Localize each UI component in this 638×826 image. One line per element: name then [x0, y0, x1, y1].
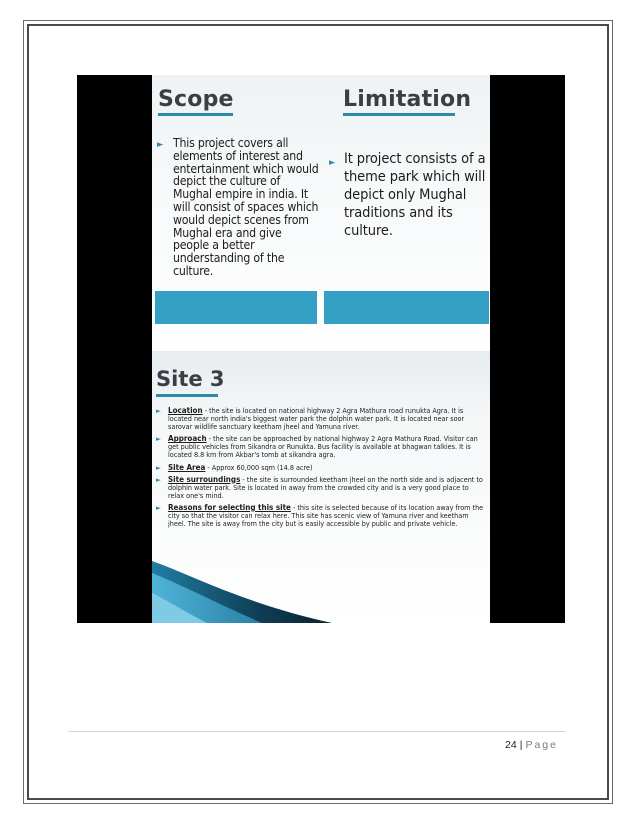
limitation-heading-rule: [343, 113, 455, 116]
site-item-text: - the site can be approached by national highway 2 Agra Mathura Road. Visitor can get public vehicles from Sikandra or Runukta. Bus facility is available at bhagwan talkies. It is located 8.8 km from Akbar's tomb at sikandra agra.: [168, 434, 478, 460]
scope-text: This project covers all elements of interest and entertainment which would depict the culture of Mughal empire in india. It will consist of spaces which would depict scenes from Mughal era and give people a better understanding of the culture.: [173, 136, 319, 278]
page-number: 24: [505, 739, 517, 751]
bullet-arrow-icon: ►: [157, 140, 164, 150]
decorative-swoosh: [152, 553, 490, 623]
site-item-text: - Approx 60,000 sqm (14.8 acre): [205, 462, 313, 472]
limitation-heading: Limitation: [343, 87, 472, 112]
slide-content: [152, 351, 490, 623]
bullet-arrow-icon: ►: [156, 503, 161, 512]
page-footer: [505, 739, 558, 751]
scope-heading: Scope: [158, 87, 234, 112]
site-item-label: Approach: [168, 434, 207, 444]
site-item-label: Site surroundings: [168, 474, 241, 484]
site-item-area: [156, 464, 486, 472]
site-item-reasons: [156, 504, 486, 528]
slide-site-3: [77, 351, 565, 623]
site-item-text: - this site is selected because of its location away from the city so that the visitor can relax here. This site has scenic view of Yamuna river and keetham jheel. The site is away from the city but is easily accessible by public and private vehicle.: [168, 502, 484, 529]
site-item-label: Site Area: [168, 462, 206, 472]
bullet-arrow-icon: ►: [156, 435, 161, 444]
limitation-bullet: [329, 150, 489, 240]
site-title: Site 3: [156, 367, 225, 391]
scope-heading-rule: [158, 113, 233, 116]
bullet-arrow-icon: ►: [156, 407, 161, 415]
limitation-footer-bar: [324, 291, 489, 324]
site-item-approach: [156, 435, 486, 459]
site-item-text: - the site is surrounded keetham jheel on the north side and is adjacent to dolphin water park. Site is located in away from the crowded city and is a very good place to relax one's mind.: [168, 474, 483, 500]
site-item-location: [156, 407, 486, 431]
bullet-arrow-icon: ►: [156, 475, 161, 484]
site-item-text: - the site is located on national highway 2 Agra Mathura road runukta Agra. It is located near north india's biggest water park the dolphin water park. It is located near soor sarovar wildlife sanctuary keetham jheel and Yamuna river.: [168, 406, 465, 432]
slide-scope-limitation: [77, 75, 565, 351]
scope-footer-bar: [155, 291, 317, 324]
scope-bullet: [157, 137, 319, 278]
slide-content: [152, 75, 490, 351]
site-item-label: Location: [168, 406, 203, 415]
site-item-surroundings: [156, 476, 486, 500]
footer-separator: |: [519, 739, 523, 751]
site-item-label: Reasons for selecting this site: [168, 502, 291, 512]
bullet-arrow-icon: ►: [329, 158, 336, 168]
bullet-arrow-icon: ►: [156, 463, 161, 472]
limitation-text: It project consists of a theme park which will depict only Mughal traditions and its culture.: [344, 151, 486, 239]
footer-rule: [68, 731, 565, 732]
page-word: Page: [525, 739, 558, 751]
site-details-list: [156, 407, 486, 532]
site-title-rule: [156, 394, 218, 397]
